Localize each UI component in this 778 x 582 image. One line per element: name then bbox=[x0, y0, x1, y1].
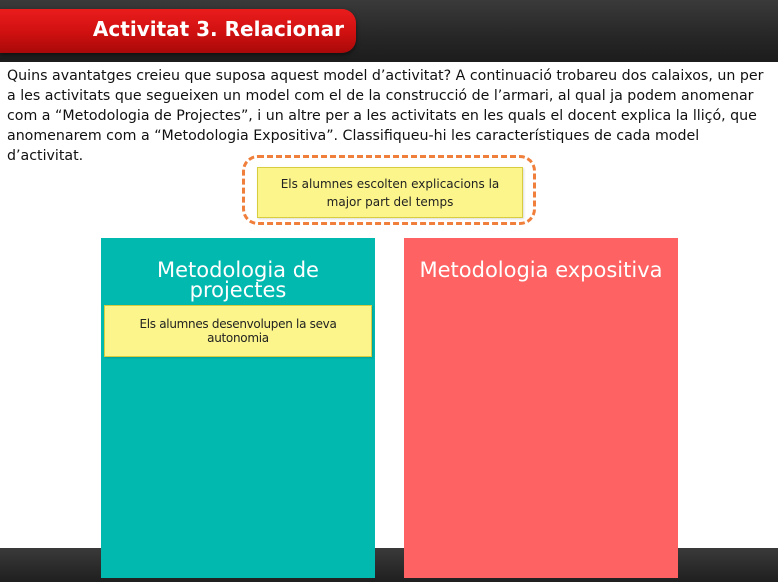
page-title: Activitat 3. Relacionar bbox=[92, 17, 344, 41]
draggable-card-listening[interactable]: Els alumnes escolten explicacions la major part del temps bbox=[257, 167, 523, 218]
column-expository-title: Metodologia expositiva bbox=[419, 258, 663, 282]
instructions-text: Quins avantatges creieu que suposa aquest model d’activitat? A continuació trobareu dos calaixos, un per a les activitats que segueixen un model com el de la construcció de l’armari, al qual ja podem anomenar com a “Metodologia de Projectes”, i un altre per a les activitats en les quals el docent explica la lliçó, que anomenarem com a “Metodologia Expositiva”. Classifiqueu-hi les característiques de cada model d’activitat. bbox=[7, 68, 764, 164]
column-projects[interactable] bbox=[101, 238, 375, 578]
title-tab bbox=[0, 9, 356, 53]
column-expository[interactable] bbox=[404, 238, 678, 578]
draggable-card-autonomy[interactable]: Els alumnes desenvolupen la seva autonomia bbox=[104, 305, 372, 357]
column-projects-title: Metodologia de projectes bbox=[157, 258, 319, 302]
header-bar bbox=[0, 0, 778, 62]
